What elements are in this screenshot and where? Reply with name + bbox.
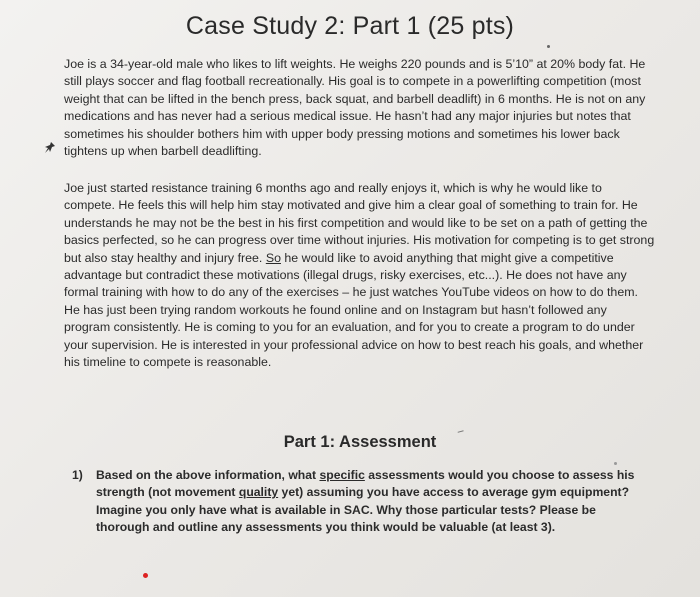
question-text-c: yet) assuming you have access to average gym equipment? Imagine you only have what is available in SAC. Why those particular tests? Please be thorough and outline any assessments you think would be valuable (at least 3). (96, 485, 630, 535)
page-title: Case Study 2: Part 1 (25 pts) (185, 12, 515, 40)
case-paragraph-1: Joe is a 34-year-old male who likes to lift weights. He weighs 220 pounds and is 5’10” at 20% body fat. He still plays soccer and flag football recreationally. His goal is to compete in a powerlifting competition (most weight that can be lifted in the bench press, back squat, and barbell deadlift) in 6 months. He is not on any medications and has never had a serious medical issue. He hasn’t had any major injuries but notes that sometimes his shoulder bothers him with upper body pressing motions and sometimes his lower back tightens up when barbell deadlifting. (64, 57, 646, 159)
section-title: Part 1: Assessment (283, 433, 437, 451)
paragraph-2-text-b: he would like to avoid anything that might give a competitive advantage but contradict these motivations (illegal drugs, risky exercises, etc...). He does not have any formal training with how to do any of the exercises – he just watches YouTube videos on how to do them. He has just been trying random workouts he found online and on Instagram but hasn’t followed any program consistently. He is coming to you for an evaluation, and for you to create a program to do under your supervision. He is interested in your professional advice on how to best reach his goals, and whether his timeline to compete is reasonable. (64, 250, 644, 370)
question-text-b: assessments would you choose to assess his strength (not movement (96, 468, 635, 500)
question-number: 1) (72, 468, 83, 482)
underlined-quality: quality (238, 485, 279, 500)
question-text-a: Based on the above information, what (96, 468, 320, 482)
paragraph-2-text-a: Joe just started resistance training 6 months ago and really enjoys it, which is why he would like to compete. He feels this will help him stay motivated and give him a clear goal of something to train for. He understands he may not be the best in his first competition and would like to be set on a path of getting the basics perfected, so he can progress over time without injuries. His motivation for competing is to get strong but also stay healthy and injury free. (64, 181, 655, 265)
pin-marker-icon (42, 140, 58, 156)
question-1 (72, 467, 646, 537)
speck-mark (614, 462, 617, 465)
case-paragraph-2 (64, 180, 656, 371)
speck-mark (547, 45, 550, 48)
red-dot-marker (143, 573, 148, 578)
underlined-specific: specific (319, 468, 365, 482)
underlined-so: So (265, 250, 281, 265)
